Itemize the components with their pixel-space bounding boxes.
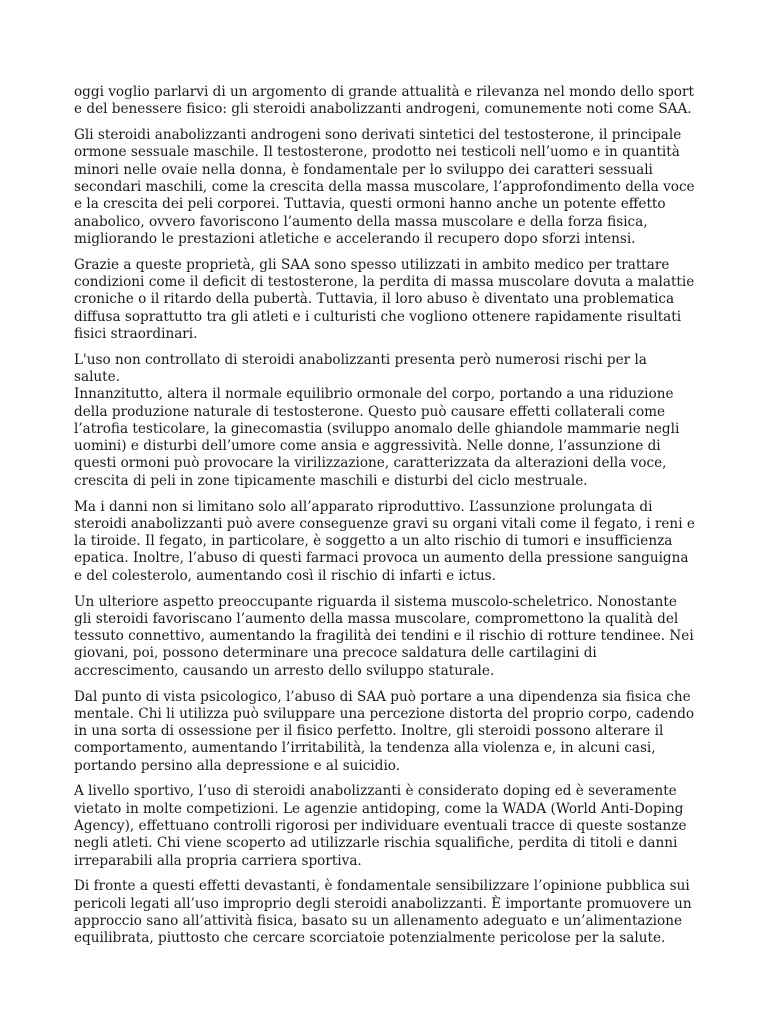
paragraph-medical-use: Grazie a queste proprietà, gli SAA sono spesso utilizzati in ambito medico per trattare condizioni come il deficit di testosterone, la perdita di massa muscolare dovuta a malattie croniche o il ritardo della pubertà. Tuttavia, il loro abuso è diventato una problematica diffusa soprattutto tra gli atleti e i culturisti che vogliono ottenere rapidamente risultati fisici straordinari. [74,256,695,342]
paragraph-intro: oggi voglio parlarvi di un argomento di grande attualità e rilevanza nel mondo dello sport e del benessere fisico: gli steroidi anabolizzanti androgeni, comunemente noti come SAA. [74,84,694,118]
paragraph-sport-doping: A livello sportivo, l’uso di steroidi anabolizzanti è considerato doping ed è severamente vietato in molte competizioni. Le agenzie antidoping, come la WADA (World Anti-Doping Agency), effettuano controlli rigorosi per individuare eventuali tracce di queste sostanze negli atleti. Chi viene scoperto ad utilizzarle rischia squalifiche, perdita di titoli e danni irreparabili alla propria carriera sportiva. [74,783,687,869]
paragraph-musculoskeletal: Un ulteriore aspetto preoccupante riguarda il sistema muscolo-scheletrico. Nonostante gli steroidi favoriscano l’aumento della massa muscolare, compromettono la qualità del tessuto connettivo, aumentando la fragilità dei tendini e il rischio di rotture tendinee. Nei giovani, poi, possono determinare una precoce saldatura delle cartilagini di accrescimento, causando un arresto dello sviluppo staturale. [74,593,694,679]
paragraph-organ-damage: Ma i danni non si limitano solo all’apparato riproduttivo. L’assunzione prolungata di steroidi anabolizzanti può avere conseguenze gravi su organi vitali come il fegato, i reni e la tiroide. Il fegato, in particolare, è soggetto a un alto rischio di tumori e insufficienza epatica. Inoltre, l’abuso di questi farmaci provoca un aumento della pressione sanguigna e del colesterolo, aumentando così il rischio di infarti e ictus. [74,498,695,584]
paragraph-conclusion: Di fronte a questi effetti devastanti, è fondamentale sensibilizzare l’opinione pubblica sui pericoli legati all’uso improprio degli steroidi anabolizzanti. È importante promuovere un approccio sano all’attività fisica, basato su un allenamento adeguato e un’alimentazione equilibrata, piuttosto che cercare scorciatoie potenzialmente pericolose per la salute. [74,878,692,947]
paragraph-definition: Gli steroidi anabolizzanti androgeni sono derivati sintetici del testosterone, il principale ormone sessuale maschile. Il testosterone, prodotto nei testicoli nell’uomo e in quantità minori nelle ovaie nella donna, è fondamentale per lo sviluppo dei caratteri sessuali secondari maschili, come la crescita della massa muscolare, l’approfondimento della voce e la crescita dei peli corporei. Tuttavia, questi ormoni hanno anche un potente effetto anabolico, ovvero favoriscono l’aumento della massa muscolare e della forza fisica, migliorando le prestazioni atletiche e accelerando il recupero dopo sforzi intensi. [74,127,695,247]
document-page [74,84,696,956]
paragraph-psychological: Dal punto di vista psicologico, l’abuso di SAA può portare a una dipendenza sia fisica che mentale. Chi li utilizza può sviluppare una percezione distorta del proprio corpo, cadendo in una sorta di ossessione per il fisico perfetto. Inoltre, gli steroidi possono alterare il comportamento, aumentando l’irritabilità, la tendenza alla violenza e, in alcuni casi, portando persino alla depressione e al suicidio. [74,688,695,774]
paragraph-health-risks: L'uso non controllato di steroidi anabolizzanti presenta però numerosi rischi per la salute. Innanzitutto, altera il normale equilibrio ormonale del corpo, portando a una riduzione della produzione naturale di testosterone. Questo può causare effetti collaterali come l’atrofia testicolare, la ginecomastia (sviluppo anomalo delle ghiandole mammarie negli uomini) e disturbi dell’umore come ansia e aggressività. Nelle donne, l’assunzione di questi ormoni può provocare la virilizzazione, caratterizzata da alterazioni della voce, crescita di peli in zone tipicamente maschili e disturbi del ciclo mestruale. [74,351,680,489]
